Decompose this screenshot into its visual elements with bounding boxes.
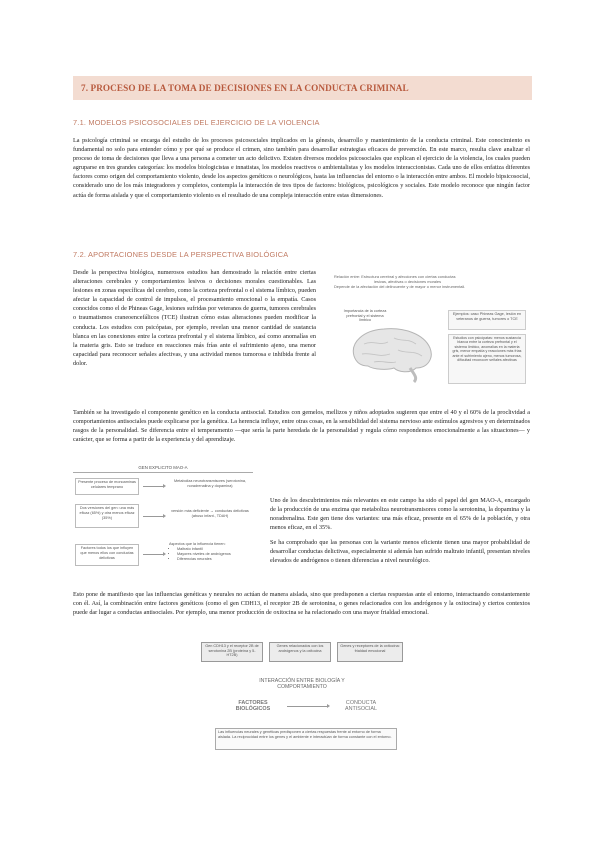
interaction-arrow [287,706,327,707]
maoa-title: GEN EXPLICITO MAO-A [73,464,253,473]
brain-figure [324,274,530,392]
interaction-figure [193,642,411,762]
biological-factors-label: FACTORES BIOLÓGICOS [235,700,271,713]
maoa-right-box-1: Metaboliza neurotransmisores (serotonina, noradrenalina y dopamina) [169,478,251,495]
top-box-2: Genes relacionados con los andrógenos y la oxitocina [269,642,331,662]
top-box-1: Gen CDH13 y el receptor 2B de serotonina 2B (proteína y 5-HT2B) [201,642,263,662]
brain-illustration [344,324,438,384]
top-box-3: Genes y receptores de la oxitocina: frialdad emocional [337,642,403,662]
psychopath-studies-box: Estudios con psicópatas: menos sustancia blanca entre la corteza prefrontal y el sistema límbico, anomalías en la materia gris, menor empatía y reacciones más frías ante el sufrimiento ajeno, menos tumorosa, dificultad reconocer señales afectivas [448,334,526,384]
paragraph-genetic: También se ha investigado el componente genético en la conducta antisocial. Estudios con gemelos, mellizos y niños adoptados sugieren que entre el 40 y el 60% de la proclividad a comportamientos antisociales puede explicarse por la genética. La herencia influye, entre otras cosas, en la sensibilidad del sistema nervioso ante estímulos agresivos y en determinados rasgos de la personalidad. Se diferencia entre el temperamento —que sería la parte heredada de la personalidad y regula cómo respondemos emocionalmente a las situaciones— y carácter, que se forma a partir de la experiencia y del aprendizaje. [73,409,530,444]
paragraph-maoa-1: Uno de los descubrimientos más relevantes en este campo ha sido el papel del gen MAO-A, encargado de la producción de una enzima que metaboliza neurotransmisores como la serotonina, la dopamina y la noradrenalina. Este gen tiene dos variantes: una más eficaz, presente en el 65% de la población, y otra menos eficaz, en el 35%. [270,497,530,532]
maoa-figure [73,464,253,588]
maoa-left-box-3: Factores todos los que influyen que menos ellos con conductas delictivas [75,544,139,566]
paragraph-maoa-2: Se ha comprobado que las personas con la variante menos eficiente tienen una mayor probabilidad de desarrollar conductas delictivas, especialmente si además han sufrido maltrato infantil, presentan niveles elevados de andrógenos o tienen diferencias a nivel neurológico. [270,539,530,565]
heading-7-1: 7.1. MODELOS PSICOSOCIALES DEL EJERCICIO DE LA VIOLENCIA [73,118,320,127]
paragraph-interaction: Esto pone de manifiesto que las influencias genéticas y neurales no actúan de manera aislada, sino que predisponen a ciertas respuestas ante el entorno, interactuando constantemente con él. Así, la combinación entre factores genéticos (como el gen CDH13, el receptor 2B de serotonina, o genes relacionados con los andrógenos y la oxitocina) y ciertos contextos puede dar lugar a conductas antisociales. Por ejemplo, una menor producción de oxitocina se ha relacionado con una mayor frialdad emocional. [73,591,530,617]
maoa-right-box-3: Aspectos que la influencia tienen: • Maltrato infantil • Mayores niveles de andrógenos • Diferencias neurales [169,542,251,562]
arrow-3 [143,554,163,555]
maoa-left-box-2: Dos versiones del gen: una más eficaz (65%) y otra menos eficaz (35%) [75,504,139,528]
arrow-2 [143,516,163,517]
maoa-right-box-2: versión más deficiente → conductas delictivas (abuso infant., TDAH) [169,508,251,525]
arrow-1 [143,486,163,487]
paragraph-biological: Desde la perspectiva biológica, numerosos estudios han demostrado la relación entre ciertas alteraciones cerebrales y comportamientos lesivos o decisiones morales cuestionables. Las lesiones en zonas específicas del cerebro, como la corteza prefrontal o el sistema límbico, pueden afectar la capacidad de control de impulsos, el procesamiento emocional o la empatía. Casos conocidos como el de Phineas Gage, lesiones sufridas por veteranos de guerra, tumores cerebrales o traumatismos craneoencefálicos (TCE) ilustran cómo estas alteraciones pueden modificar la conducta. Los estudios con psicópatas, por ejemplo, revelan una menor cantidad de sustancia blanca en las conexiones entre la corteza prefrontal y el sistema límbico, así como anomalías en la materia gris. Esto se traduce en reacciones más frías ante el sufrimiento ajeno, una menor capacidad para reconocer señales afectivas, y una actividad menos tumorosa e inhibida frente al dolor. [73,269,316,367]
antisocial-conduct-label: CONDUCTA ANTISOCIAL [344,700,378,713]
section-banner: 7. PROCESO DE LA TOMA DE DECISIONES EN LA CONDUCTA CRIMINAL [73,76,532,100]
maoa-left-box-1: Presente proceso de monoaminas celulares temprano [75,478,139,495]
example-cases-box: Ejemplos: caso Phineas Gage, lesión en veteranos de guerra, tumores o TCE [448,310,526,330]
heading-7-2: 7.2. APORTACIONES DESDE LA PERSPECTIVA BIOLÓGICA [73,250,289,259]
interaction-bottom-box: Las influencias neurales y genéticas predisponen a ciertas respuestas frente al entorno de forma aislada. La reciprocidad entre los genes y el ambiente e interactúan de forma constante con el entorno. [215,728,397,750]
paragraph-models: La psicología criminal se encarga del estudio de los procesos psicosociales implicados en la génesis, desarrollo y mantenimiento de la conducta criminal. Este conocimiento es fundamental no solo para entender cómo y por qué se produce el crimen, sino también para desarrollar estrategias eficaces de prevención. En este marco, resulta clave analizar el proceso de toma de decisiones que lleva a una persona a cometer un acto delictivo. Existen diversos modelos psicosociales que explican el ejercicio de la violencia, los cuales pueden agruparse en tres grandes categorías: los modelos biologicistas e innatistas, los modelos reactivos o ambientalistas y los modelos interaccionistas. Cada uno de ellos enfatiza diferentes factores como origen del comportamiento violento, desde los aspectos genéticos o neurológicos, hasta las influencias del entorno o la interacción entre ambos. El modelo bipsicosocial, considerado uno de los más integradores y completos, contempla la interacción de tres tipos de factores: biológicos, psicológicos y sociales. Este modelo reconoce que ningún factor actúa de forma aislada y que el comportamiento violento es el resultado de una compleja interacción entre estas dimensiones. [73,137,530,199]
prefrontal-box: Importancia de la corteza prefrontal y el sistema límbico [339,308,391,326]
maoa-aspect-item: • Maltrato infantil [177,547,251,552]
brain-figure-caption: Relación entre: Estructura cerebral y afecciones con ciertas conductas lesivas, afectivas o decisiones morales Depende de la afectación del delincuente y de mayor o menor instrumentali. [334,274,466,289]
maoa-aspect-item: • Diferencias neurales [177,557,251,562]
interaction-title: INTERACCIÓN ENTRE BIOLOGÍA Y COMPORTAMIENTO [259,678,345,691]
maoa-aspect-item: • Mayores niveles de andrógenos [177,552,251,557]
